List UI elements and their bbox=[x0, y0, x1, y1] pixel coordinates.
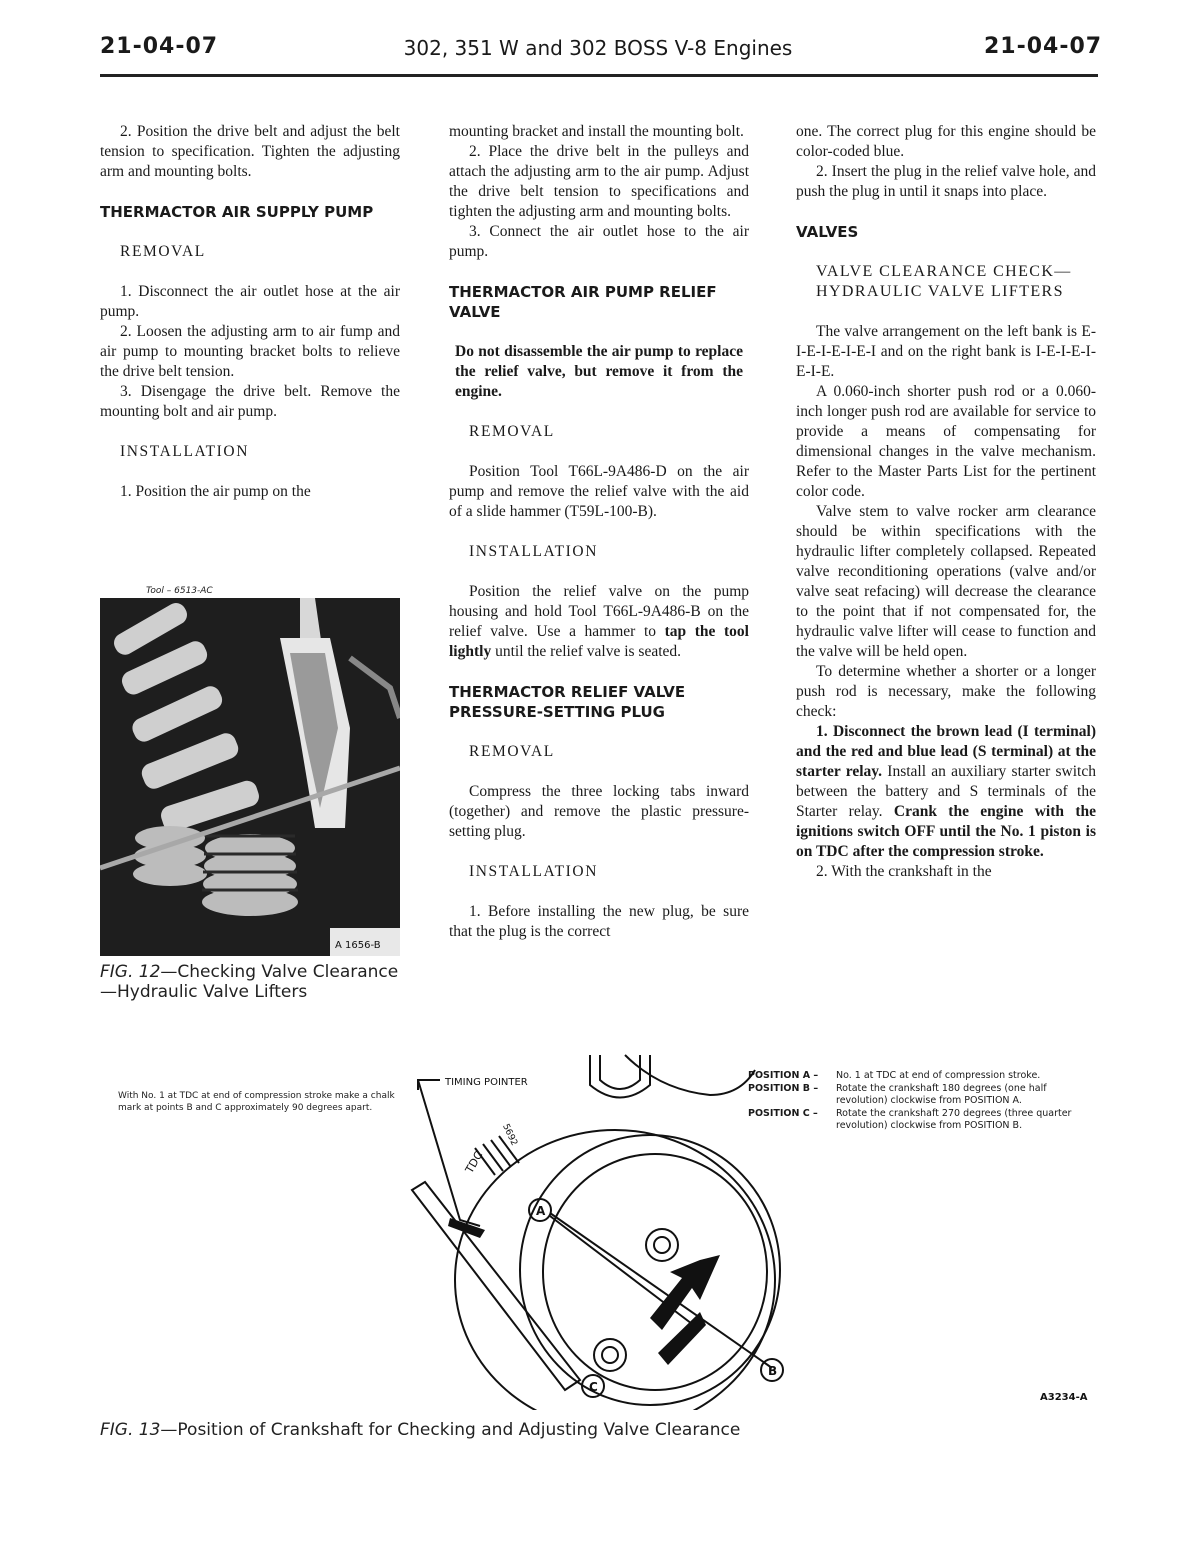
position-b-text: Rotate the crankshaft 180 degrees (one half revolution) clockwise from POSITION A. bbox=[836, 1082, 1047, 1106]
paragraph: 2. With the crankshaft in the bbox=[816, 863, 992, 880]
paragraph: The valve arrangement on the left bank is E-I-E-I-E-I-E-I and on the right bank is I-E-I-E-I-E-I-E. bbox=[796, 323, 1096, 380]
paragraph: 1. Before installing the new plug, be sure that the plug is the correct bbox=[449, 903, 749, 940]
subheading-removal: REMOVAL bbox=[120, 243, 206, 260]
paragraph: Compress the three locking tabs inward (together) and remove the plastic pressure-setting plug. bbox=[449, 783, 749, 840]
timing-pointer-text: TIMING POINTER bbox=[445, 1077, 528, 1088]
section-heading: THERMACTOR RELIEF VALVE PRESSURE-SETTING PLUG bbox=[449, 683, 686, 721]
position-a-row bbox=[748, 1070, 1098, 1083]
figure-12-code: A 1656-B bbox=[335, 940, 381, 951]
paragraph: mounting bracket and install the mounting bolt. bbox=[449, 123, 744, 140]
paragraph: 1. Position the air pump on the bbox=[120, 483, 311, 500]
section-heading: THERMACTOR AIR SUPPLY PUMP bbox=[100, 203, 374, 221]
paragraph: To determine whether a shorter or a longer push rod is necessary, make the following check: bbox=[796, 663, 1096, 720]
text-run-bold: Crank the engine with the ignitions switch OFF until the No. 1 piston is on TDC after the compression stroke. bbox=[796, 803, 1096, 860]
marks-label: 5692 bbox=[500, 1122, 519, 1148]
crankshaft-pulley-diagram bbox=[400, 1050, 800, 1410]
paragraph: Valve stem to valve rocker arm clearance should be within specifications with the hydraulic lifter completely collapsed. Repeated valve reconditioning operations (valve and/or valve seat refacing) will decrease the clearance to the point that if not compensated for, the hydraulic valve lifter will cease to function and the valve will be held open. bbox=[796, 503, 1096, 660]
paragraph bbox=[796, 722, 1096, 862]
column-1 bbox=[100, 122, 400, 502]
text-run-bold: tap the tool lightly bbox=[449, 623, 749, 660]
caution-note: Do not disassemble the air pump to replace the relief valve, but remove it from the engine. bbox=[455, 343, 743, 400]
paragraph: 2. Loosen the adjusting arm to air fump and air pump to mounting bracket bolts to relieve the drive belt tension. bbox=[100, 323, 400, 380]
paragraph: Position Tool T66L-9A486-D on the air pump and remove the relief valve with the aid of a slide hammer (T59L-100-B). bbox=[449, 463, 749, 520]
position-a-key: POSITION A – bbox=[748, 1070, 819, 1081]
subheading-installation: INSTALLATION bbox=[120, 443, 250, 460]
header-rule bbox=[100, 74, 1098, 77]
figure-12-caption-text: —Checking Valve Clearance—Hydraulic Valve Lifters bbox=[100, 962, 399, 1002]
position-b-key: POSITION B – bbox=[748, 1082, 819, 1094]
subheading-valve-clearance: VALVE CLEARANCE CHECK—HYDRAULIC VALVE LIFTERS bbox=[816, 263, 1072, 300]
timing-pointer-label bbox=[444, 1077, 528, 1088]
paragraph: 2. Position the drive belt and adjust the belt tension to specification. Tighten the adjusting arm and mounting bolts. bbox=[100, 123, 400, 180]
paragraph: 1. Disconnect the air outlet hose at the air pump. bbox=[100, 283, 400, 320]
figure-12-photo bbox=[100, 598, 400, 956]
column-3 bbox=[796, 122, 1096, 882]
page-title: 302, 351 W and 302 BOSS V-8 Engines bbox=[403, 36, 793, 60]
section-heading: THERMACTOR AIR PUMP RELIEF VALVE bbox=[449, 283, 717, 321]
point-a-label: A bbox=[536, 1204, 546, 1218]
figure-12-number: FIG. 12 bbox=[100, 962, 161, 982]
figure-13-caption-text: —Position of Crankshaft for Checking and Adjusting Valve Clearance bbox=[160, 1420, 741, 1440]
position-legend bbox=[748, 1070, 1098, 1133]
position-c-row bbox=[748, 1108, 1098, 1133]
paragraph: 3. Connect the air outlet hose to the air pump. bbox=[449, 223, 749, 260]
page-number-right: 21-04-07 bbox=[984, 34, 1103, 59]
paragraph: 2. Insert the plug in the relief valve hole, and push the plug in until it snaps into place. bbox=[796, 163, 1096, 200]
paragraph: 3. Disengage the drive belt. Remove the mounting bolt and air pump. bbox=[100, 383, 400, 420]
figure-13-left-note: With No. 1 at TDC at end of compression stroke make a chalk mark at points B and C approximately 90 degrees apart. bbox=[118, 1091, 395, 1113]
subheading-installation: INSTALLATION bbox=[469, 543, 599, 560]
page-number-left: 21-04-07 bbox=[100, 34, 219, 59]
column-2 bbox=[449, 122, 749, 942]
position-c-key: POSITION C – bbox=[748, 1107, 818, 1119]
paragraph: 2. Place the drive belt in the pulleys and attach the adjusting arm to the air pump. Adjust the drive belt tension to specifications and tighten the adjusting arm and mounting bolts. bbox=[449, 143, 749, 220]
subheading-removal: REMOVAL bbox=[469, 743, 555, 760]
figure-13-number: FIG. 13 bbox=[100, 1420, 161, 1440]
text-run: until the relief valve is seated. bbox=[495, 643, 682, 660]
tdc-label: TDC bbox=[462, 1149, 486, 1176]
subheading-installation: INSTALLATION bbox=[469, 863, 599, 880]
position-c-text: Rotate the crankshaft 270 degrees (three quarter revolution) clockwise from POSITION B. bbox=[836, 1107, 1072, 1131]
section-heading: VALVES bbox=[796, 223, 859, 241]
text-run-bold: 1. Disconnect the brown lead (I terminal) and the red and blue lead (S terminal) at the starter relay. bbox=[796, 723, 1096, 780]
paragraph: one. The correct plug for this engine should be color-coded blue. bbox=[796, 123, 1096, 160]
figure-12-caption bbox=[100, 962, 400, 1002]
figure-13-caption bbox=[100, 1420, 900, 1440]
figure-13-code: A3234-A bbox=[1040, 1392, 1088, 1403]
text-run: Install an auxiliary starter switch between the battery and S terminals of the Starter relay. bbox=[796, 763, 1096, 820]
point-b-label: B bbox=[768, 1364, 778, 1378]
position-a-text: No. 1 at TDC at end of compression stroke. bbox=[836, 1070, 1041, 1081]
position-b-row bbox=[748, 1083, 1098, 1108]
text-run: Position the relief valve on the pump housing and hold Tool T66L-9A486-B on the relief valve. Use a hammer to bbox=[449, 583, 749, 640]
tool-label: Tool – 6513-AC bbox=[146, 586, 213, 596]
subheading-removal: REMOVAL bbox=[469, 423, 555, 440]
paragraph: A 0.060-inch shorter push rod or a 0.060-inch longer push rod are available for service to provide a means of compensating for dimensional changes in the valve mechanism. Refer to the Master Parts List for the pertinent color code. bbox=[796, 383, 1096, 500]
point-c-label: C bbox=[589, 1380, 598, 1394]
valve-lifter-photo bbox=[100, 598, 400, 956]
paragraph bbox=[449, 582, 749, 662]
